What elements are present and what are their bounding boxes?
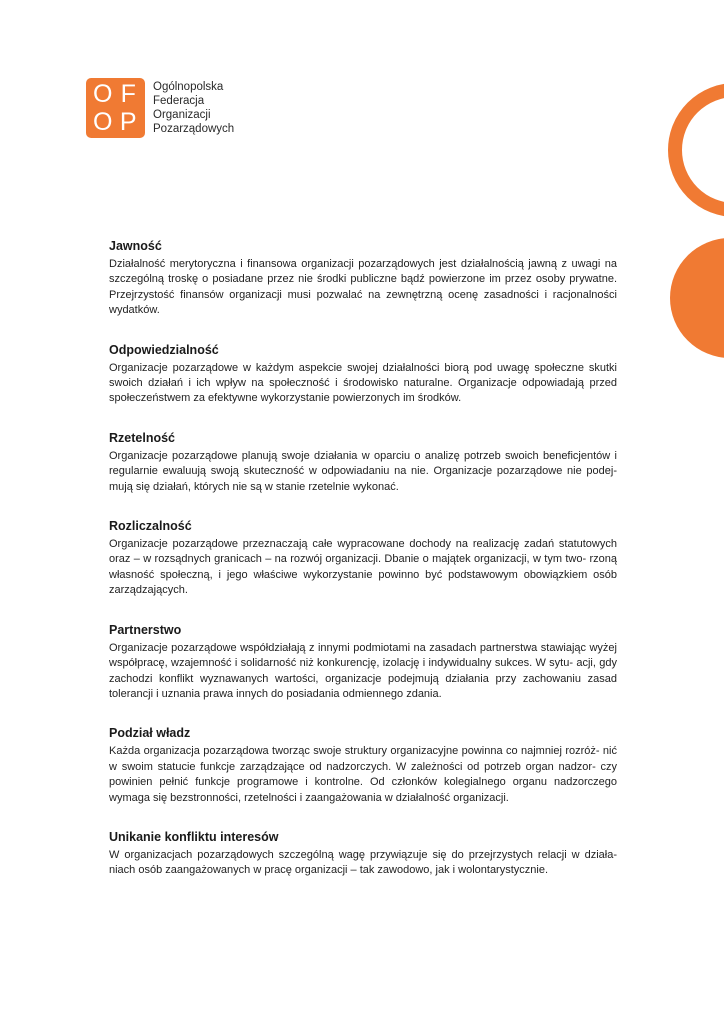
section-text: Działalność merytoryczna i finansowa organizacji pozarządowych jest działalnością jawną z uwagi na szczególną troskę o posiadane przez nie środki publiczne bądź powierzone im przez osoby prywatne. Przejrzystość finansów organizacji musi pozwalać na zewnętrzną ocenę zasadności i racjonalności wydatków. [109,258,617,317]
section-text: Każda organizacja pozarządowa tworząc swoje struktury organizacyjne powinna co najmniej rozróż- nić w swoim statucie funkcje zarządzające od nadzorczych. W zależności od potrzeb organ nadzor- czy powinien pełnić funkcje programowe i kontrolne. Od członków kolegialnego organu nadzorczego wymaga się bezstronności, rzetelności i zaangażowania w działalność organizacji. [109,745,617,804]
section-rozliczalnosc [109,518,617,599]
logo-letter: O [93,79,113,108]
logo-line: Ogólnopolska [153,81,224,93]
logo-letter: O [93,107,113,136]
section-rzetelnosc [109,430,617,495]
logo-mark [86,78,145,138]
section-partnerstwo [109,622,617,703]
section-jawnosc [109,238,617,319]
section-text: W organizacjach pozarządowych szczególną wagę przywiązuje się do przejrzystych relacji w działa- niach osób zaangażowanych w pracę organizacji – tak zawodowo, jak i wolontarystycznie. [109,848,617,877]
decorative-ring [660,80,724,220]
decorative-half-circle [668,238,724,358]
section-podzial-wladz [109,725,617,806]
section-text: Organizacje pozarządowe przeznaczają całe wypracowane dochody na realizację zadań statutowych oraz – w rozsądnych granicach – na rozwój organizacji. Dbanie o majątek organizacji, w tym two- rzoną własność społeczną, i jego właściwe wykorzystanie powinno być podstawowym obowiązkiem osób zarządzających. [109,538,617,597]
document-body [109,238,617,902]
section-title: Rzetelność [109,430,175,445]
section-text: Organizacje pozarządowe planują swoje działania w oparciu o analizę potrzeb swoich beneficjentów i regularnie ewaluują swoją skuteczność w odpowiadaniu na nie. Organizacje pozarządowe nie podej- mują się działań, których nie są w stanie rzetelnie wykonać. [109,449,617,493]
logo-line: Pozarządowych [153,123,235,135]
logo-line: Organizacji [153,109,211,121]
logo-wordmark [153,80,234,136]
logo-letter: F [120,79,136,108]
section-text: Organizacje pozarządowe współdziałają z innymi podmiotami na zasadach partnerstwa stawiając wyżej współpracę, wzajemność i solidarność niż konkurencję, izolację i indywidualny sukces. W sytu- acji, gdy zachodzi konflikt wyznawanych wartości, organizacje podejmują działania przy zachowaniu zasad tolerancji i uznania prawa innych do posiadania odmiennego zdania. [109,641,617,700]
section-odpowiedzialnosc [109,342,617,407]
ofop-logo [86,78,234,138]
section-text: Organizacje pozarządowe w każdym aspekcie swojej działalności biorą pod uwagę społeczne skutki swoich działań i ich wpływ na społeczność i środowisko naturalne. Organizacje odpowiadają przed społeczeństwem za efektywne wykorzystanie powierzonych im środków. [109,361,617,405]
section-unikanie-konfliktu [109,829,617,879]
logo-line: Federacja [153,95,205,107]
section-title: Partnerstwo [109,622,182,637]
section-title: Podział władz [109,726,191,741]
section-title: Jawność [109,239,162,253]
section-title: Odpowiedzialność [109,342,219,357]
section-title: Unikanie konfliktu interesów [109,829,279,844]
logo-letter: P [119,107,137,136]
section-title: Rozliczalność [109,519,192,534]
